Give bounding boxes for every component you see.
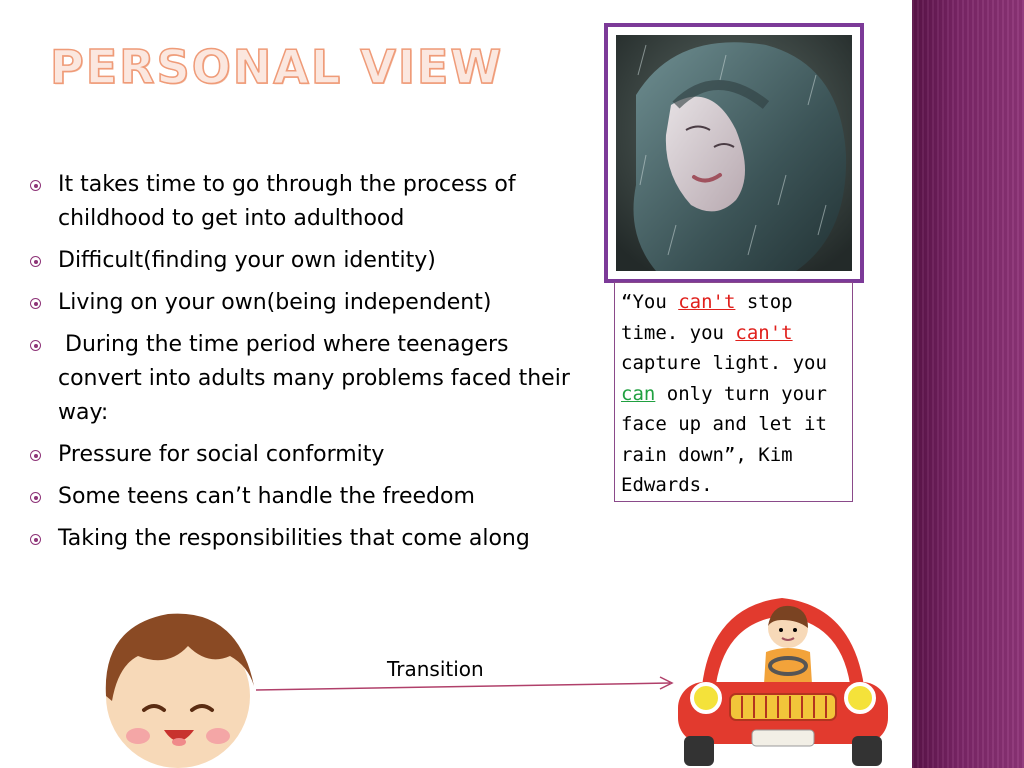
bullet-text: Pressure for social conformity bbox=[58, 442, 385, 467]
bullet-item bbox=[28, 168, 588, 236]
bullet-icon bbox=[30, 180, 41, 191]
bullet-item bbox=[28, 328, 588, 430]
decorative-side-band bbox=[912, 0, 1024, 768]
quote-highlight-green: can bbox=[621, 382, 656, 405]
bullet-icon bbox=[30, 340, 41, 351]
bullet-icon bbox=[30, 492, 41, 503]
painting-hooded-face-icon bbox=[616, 35, 852, 271]
bullet-list bbox=[28, 168, 588, 564]
bullet-icon bbox=[30, 534, 41, 545]
quote-box bbox=[614, 282, 853, 502]
bullet-text: During the time period where teenagers convert into adults many problems faced their way: bbox=[58, 332, 577, 425]
bullet-text: Difficult(finding your own identity) bbox=[58, 248, 436, 273]
bullet-icon bbox=[30, 298, 41, 309]
quote-highlight-red: can't bbox=[735, 321, 793, 344]
bullet-item bbox=[28, 244, 588, 278]
bullet-text: Living on your own(being independent) bbox=[58, 290, 492, 315]
quote-text: capture light. you bbox=[621, 352, 827, 374]
quote-text: only turn your face up and let it rain down”, Kim Edwards. bbox=[621, 382, 827, 496]
bullet-item bbox=[28, 480, 588, 514]
slide-title: PERSONAL VIEW bbox=[50, 40, 504, 94]
quote-text: stop time. you bbox=[621, 291, 793, 344]
bullet-icon bbox=[30, 256, 41, 267]
bullet-icon bbox=[30, 450, 41, 461]
child-face-icon bbox=[98, 606, 258, 768]
bullet-item bbox=[28, 522, 588, 556]
quote-text: “You bbox=[621, 291, 679, 313]
car-driver-icon bbox=[672, 586, 894, 768]
bullet-text: Taking the responsibilities that come along bbox=[58, 526, 530, 551]
quote-highlight-red: can't bbox=[678, 291, 736, 313]
bullet-item bbox=[28, 438, 588, 472]
painting-frame bbox=[604, 23, 864, 283]
transition-label: Transition bbox=[387, 657, 484, 681]
bullet-item bbox=[28, 286, 588, 320]
bullet-text: Some teens can’t handle the freedom bbox=[58, 484, 475, 509]
bullet-text: It takes time to go through the process of childhood to get into adulthood bbox=[58, 172, 516, 231]
